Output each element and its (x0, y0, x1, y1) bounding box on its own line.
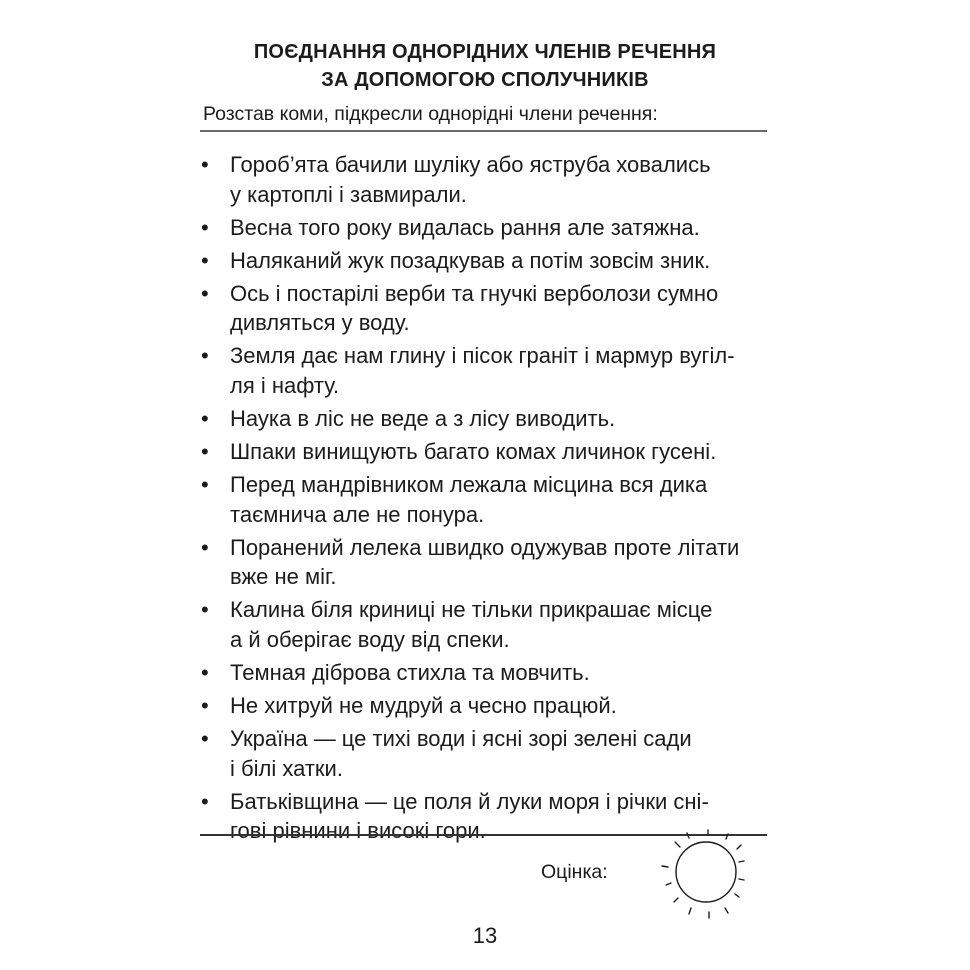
sentence-line: Наука в ліс не веде а з лісу виводить. (230, 405, 616, 431)
list-item (200, 213, 800, 243)
sentence-line: вже не міг. (230, 564, 337, 590)
sentence-line: у картоплі і завмирали. (230, 181, 467, 207)
sentence-line: Гороб’ята бачили шуліку або яструба ховались (230, 152, 711, 177)
list-item (200, 658, 800, 688)
sentence-line: а й оберігає воду від спеки. (230, 626, 510, 652)
bullet-icon: • (201, 343, 209, 369)
sentence-line: таємнича але не понура. (230, 501, 485, 527)
sentence-line: Україна — це тихі води і ясні зорі зелені сади (230, 726, 692, 752)
page-number: 13 (472, 923, 498, 948)
bullet-icon: • (201, 280, 209, 306)
list-item (200, 150, 800, 209)
sentence-line: Темная діброва стихла та мовчить. (230, 659, 590, 685)
list-item (200, 691, 800, 721)
sentence-line: Не хитруй не мудруй а чесно працюй. (230, 693, 617, 719)
list-item (200, 470, 800, 529)
sentence-line: Земля дає нам глину і пісок граніт і мармур вугіл- (230, 343, 735, 369)
bullet-icon: • (201, 534, 209, 560)
list-item (200, 437, 800, 467)
sentence-line: дивляться у воду. (230, 310, 410, 336)
sentence-line: Весна того року видалась рання але затяжна. (230, 214, 700, 240)
list-item (200, 246, 800, 276)
sentence-line: Шпаки винищують багато комах личинок гусені. (230, 439, 717, 465)
bullet-icon: • (201, 439, 209, 465)
sentence-line: Наляканий жук позадкував а потім зовсім зник. (230, 247, 711, 273)
sentence-line: Перед мандрівником лежала місцина вся дика (230, 472, 708, 498)
list-item (200, 533, 800, 592)
bullet-icon: • (201, 659, 209, 685)
sentence-line: Батьківщина — це поля й луки моря і річки сні- (230, 788, 709, 814)
list-item (200, 341, 800, 400)
instruction-divider (200, 130, 767, 132)
bullet-icon: • (201, 405, 209, 431)
bullet-icon: • (201, 214, 209, 240)
sentence-line: Калина біля криниці не тільки прикрашає місце (230, 597, 713, 623)
sentence-line: ля і нафту. (230, 372, 340, 398)
sentence-line: і білі хатки. (230, 755, 343, 781)
list-item (200, 724, 800, 783)
page-title-line-1: ПОЄДНАННЯ ОДНОРІДНИХ ЧЛЕНІВ РЕЧЕННЯ (253, 41, 717, 63)
exercise-instruction: Розстав коми, підкресли однорідні члени речення: (203, 103, 658, 125)
list-item (200, 404, 800, 434)
sentence-line: Поранений лелека швидко одужував проте літати (230, 534, 740, 560)
sun-icon (648, 828, 764, 928)
list-item (200, 279, 800, 338)
bullet-icon: • (201, 247, 209, 273)
bullet-icon: • (201, 693, 209, 719)
grade-label: Оцінка: (541, 861, 608, 883)
bullet-icon: • (201, 597, 209, 623)
bullet-icon: • (201, 788, 209, 814)
sentence-list (200, 150, 800, 849)
list-item (200, 595, 800, 654)
page-title-line-2: ЗА ДОПОМОГОЮ СПОЛУЧНИКІВ (321, 69, 649, 91)
sentence-line: Ось і постарілі верби та гнучкі верболози сумно (230, 280, 719, 306)
bullet-icon: • (201, 472, 209, 498)
bullet-icon: • (201, 726, 209, 752)
bullet-icon: • (201, 152, 209, 177)
sentence-line: гові рівнини і високі гори. (230, 818, 486, 844)
